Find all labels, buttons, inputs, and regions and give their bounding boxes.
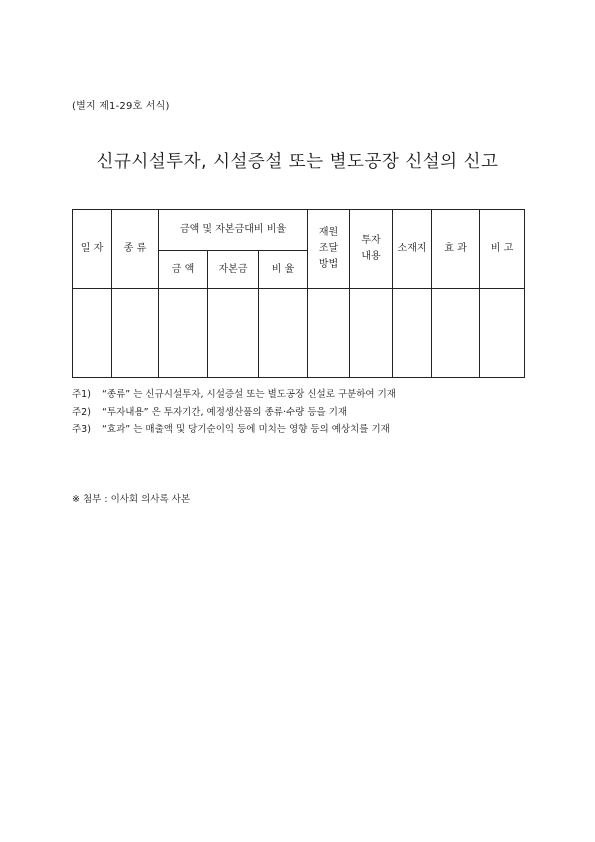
header-funding-line: 재원 [318, 227, 339, 238]
footnote-number: 주3) [72, 424, 91, 435]
footnote-item [72, 421, 396, 439]
cell-date[interactable] [73, 289, 112, 378]
cell-effect[interactable] [432, 289, 480, 378]
footnote-text: “효과” 는 매출액 및 당기순이익 등에 미치는 영향 등의 예상치를 기재 [102, 424, 390, 435]
header-funding-line: 방법 [318, 259, 339, 270]
footnote-number: 주1) [72, 389, 91, 400]
header-amount-group: 금액 및 자본금대비 비율 [159, 210, 308, 251]
header-invest-line: 내용 [361, 251, 381, 262]
cell-funding-method[interactable] [308, 289, 350, 378]
cell-investment-content[interactable] [350, 289, 393, 378]
attachment-note: ※ 첨부 : 이사회 의사록 사본 [72, 494, 191, 505]
header-capital: 자본금 [208, 251, 259, 289]
header-ratio: 비 율 [259, 251, 308, 289]
footnotes [72, 386, 396, 439]
header-effect: 효 과 [432, 210, 480, 289]
footnote-number: 주2) [72, 406, 91, 418]
header-investment-content [350, 210, 393, 289]
cell-capital[interactable] [208, 289, 259, 378]
document-title: 신규시설투자, 시설증설 또는 별도공장 신설의 신고 [96, 152, 499, 172]
header-row-top [73, 210, 525, 251]
table-row [73, 289, 525, 378]
form-number-label: (별지 제1-29호 서식) [72, 101, 170, 112]
cell-type[interactable] [112, 289, 159, 378]
cell-location[interactable] [393, 289, 432, 378]
report-table [72, 209, 525, 378]
cell-ratio[interactable] [259, 289, 308, 378]
header-funding-line: 조달 [318, 243, 339, 254]
footnote-text: “종류” 는 신규시설투자, 시설증설 또는 별도공장 신설로 구분하여 기재 [102, 389, 396, 400]
header-funding-method [308, 210, 350, 289]
cell-remarks[interactable] [480, 289, 525, 378]
header-type: 종 류 [112, 210, 159, 289]
footnote-item [72, 386, 396, 404]
footnote-item [72, 404, 396, 422]
header-invest-line: 투자 [361, 235, 381, 246]
footnote-text: “투자내용” 은 투자기간, 예정생산품의 종류·수량 등을 기재 [102, 406, 348, 418]
header-date: 일 자 [73, 210, 112, 289]
cell-amount[interactable] [159, 289, 208, 378]
header-amount: 금 액 [159, 251, 208, 289]
header-remarks: 비 고 [480, 210, 525, 289]
header-location: 소재지 [393, 210, 432, 289]
